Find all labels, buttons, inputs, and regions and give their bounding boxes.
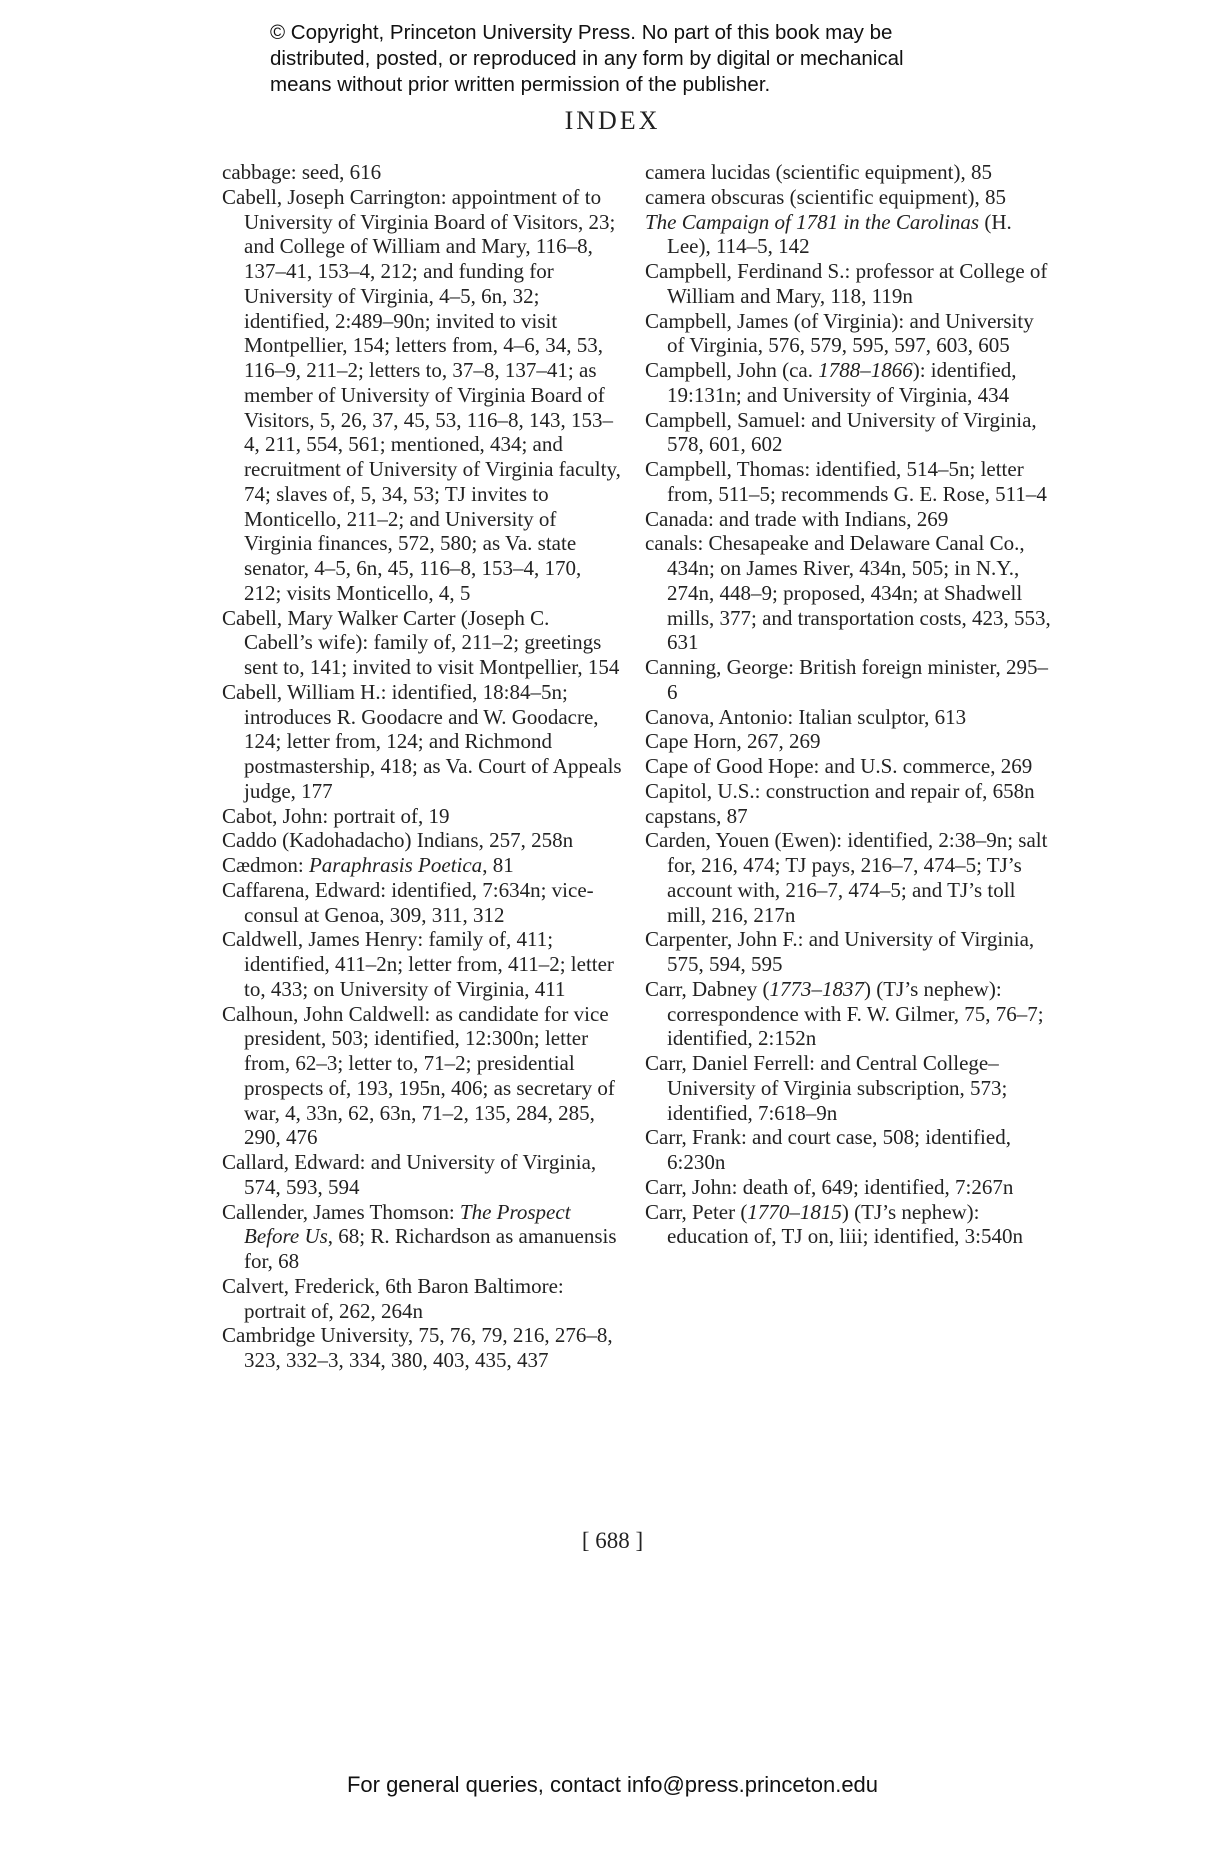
index-entry [222, 878, 622, 928]
entry-text: Calhoun, John Caldwell: as candidate for vice president, 503; identified, 12:300n; letter from, 62–3; letter to, 71–2; presidential prospects of, 193, 195n, 406; as secretary of war, 4, 33n, 62, 63n, 71–2, 135, 284, 285, 290, 476 [222, 1001, 615, 1150]
copyright-line: means without prior written permission of the publisher. [270, 73, 771, 96]
entry-text: Cape Horn, 267, 269 [645, 729, 821, 754]
index-entry [645, 1175, 1055, 1200]
entry-text: Cabell, William H.: identified, 18:84–5n; introduces R. Goodacre and W. Goodacre, 124; letter from, 124; and Richmond postmastership, 418; as Va. Court of Appeals judge, 177 [222, 679, 622, 803]
entry-text: Callender, James Thomson: [222, 1199, 460, 1224]
entry-text: Cabell, Joseph Carrington: appointment of to University of Virginia Board of Visitors, 23; and College of William and Mary, 116–8, 137–41, 153–4, 212; and funding for University of Virginia, 4–5, 6n, 32; identified, 2:489–90n; invited to visit Montpellier, 154; letters from, 4–6, 34, 53, 116–9, 211–2; letters to, 37–8, 137–41; as member of University of Virginia Board of Visitors, 5, 26, 37, 45, 53, 116–8, 143, 153–4, 211, 554, 561; mentioned, 434; and recruitment of University of Virginia faculty, 74; slaves of, 5, 34, 53; TJ invites to Monticello, 211–2; and University of Virginia finances, 572, 580; as Va. state senator, 4–5, 6n, 45, 116–8, 153–4, 170, 212; visits Monticello, 4, 5 [222, 184, 621, 605]
index-entry [222, 160, 622, 185]
entry-text: Carpenter, John F.: and University of Virginia, 575, 594, 595 [645, 927, 1035, 976]
page-number: [ 688 ] [581, 1528, 644, 1553]
entry-text: , 81 [482, 853, 514, 877]
index-entry [645, 358, 1055, 408]
index-entry [222, 927, 622, 1001]
entry-text: cabbage: seed, 616 [222, 160, 382, 184]
entry-text: Carden, Youen (Ewen): identified, 2:38–9n; salt for, 216, 474; TJ pays, 216–7, 474–5; TJ’s account with, 216–7, 474–5; and TJ’s toll mill, 216, 217n [645, 828, 1048, 927]
index-entry [222, 853, 622, 878]
entry-text: , 68; R. Richardson as amanuensis for, 68 [244, 1224, 617, 1273]
entry-text: Carr, Daniel Ferrell: and Central College–University of Virginia subscription, 573; identified, 7:618–9n [645, 1051, 1008, 1125]
index-entry [645, 779, 1055, 804]
index-entry [645, 705, 1055, 730]
entry-text: Callard, Edward: and University of Virginia, 574, 593, 594 [222, 1150, 597, 1199]
index-entry [645, 309, 1055, 359]
entry-text: camera obscuras (scientific equipment), 85 [645, 184, 1006, 209]
entry-title-italic: The Prospect Before Us [244, 1199, 571, 1249]
footer-contact: For general queries, contact info@press.princeton.edu [346, 1772, 879, 1797]
entry-text: Canning, George: British foreign minister, 295–6 [645, 655, 1048, 704]
entry-title-italic: The Campaign of 1781 in the Carolinas [645, 209, 980, 234]
entry-text: ): identified, 19:131n; and University of Virginia, 434 [667, 358, 1017, 407]
index-entry [645, 1200, 1055, 1250]
entry-text: ) (TJ’s nephew): correspondence with F. W. Gilmer, 75, 76–7; identified, 2:152n [667, 976, 1044, 1051]
entry-text: Campbell, Ferdinand S.: professor at College of William and Mary, 118, 119n [645, 259, 1048, 308]
entry-text: Caddo (Kadohadacho) Indians, 257, 258n [222, 828, 574, 853]
index-entry [645, 804, 1055, 829]
index-column-left [222, 160, 622, 1373]
entry-text: Canada: and trade with Indians, 269 [645, 506, 949, 531]
entry-text: Campbell, James (of Virginia): and University of Virginia, 576, 579, 595, 597, 603, 605 [645, 308, 1034, 358]
index-entry [222, 828, 622, 853]
entry-text: Campbell, Thomas: identified, 514–5n; letter from, 511–5; recommends G. E. Rose, 511–4 [645, 457, 1047, 506]
entry-text: Campbell, John (ca. [645, 358, 819, 382]
copyright-line: distributed, posted, or reproduced in any form by digital or mechanical [270, 47, 904, 70]
index-entry [645, 927, 1055, 977]
copyright-line: © Copyright, Princeton University Press. No part of this book may be [270, 21, 893, 44]
index-entry [222, 680, 622, 804]
index-entry [645, 408, 1055, 458]
index-entry [645, 210, 1055, 260]
index-entry [222, 1323, 622, 1373]
index-entry [222, 606, 622, 680]
copyright-notice [270, 20, 970, 98]
index-entry [645, 977, 1055, 1051]
page-title: INDEX [564, 106, 661, 135]
entry-text: ) (TJ’s nephew): education of, TJ on, liii; identified, 3:540n [667, 1199, 1023, 1249]
index-entry [645, 729, 1055, 754]
entry-text: Canova, Antonio: Italian sculptor, 613 [645, 704, 967, 729]
index-entry [645, 754, 1055, 779]
entry-text: camera lucidas (scientific equipment), 85 [645, 160, 992, 184]
index-entry [645, 507, 1055, 532]
index-entry [222, 1274, 622, 1324]
index-entry [222, 185, 622, 606]
entry-title-italic: Paraphrasis Poetica [308, 853, 483, 877]
index-entry [645, 185, 1055, 210]
entry-text: Cabot, John: portrait of, 19 [222, 803, 450, 828]
index-entry [645, 160, 1055, 185]
entry-title-italic: 1788–1866 [818, 358, 913, 382]
index-column-right [645, 160, 1055, 1249]
entry-text: Cabell, Mary Walker Carter (Joseph C. Cabell’s wife): family of, 211–2; greetings sent to, 141; invited to visit Montpellier, 154 [222, 605, 620, 679]
entry-text: Caldwell, James Henry: family of, 411; identified, 411–2n; letter from, 411–2; letter to, 433; on University of Virginia, 411 [222, 927, 614, 1001]
entry-title-italic: 1773–1837 [769, 976, 865, 1001]
entry-text: Cape of Good Hope: and U.S. commerce, 269 [645, 754, 1033, 778]
entry-text: Caffarena, Edward: identified, 7:634n; vice-consul at Genoa, 309, 311, 312 [222, 877, 594, 927]
entry-text: Carr, John: death of, 649; identified, 7:267n [645, 1174, 1014, 1199]
entry-text: canals: Chesapeake and Delaware Canal Co., 434n; on James River, 434n, 505; in N.Y., 274n, 448–9; proposed, 434n; at Shadwell mills, 377; and transportation costs, 423, 553, 631 [645, 531, 1051, 655]
entry-text: Carr, Peter ( [645, 1199, 748, 1224]
index-entry [222, 1002, 622, 1151]
index-entry [645, 259, 1055, 309]
index-entry [645, 1125, 1055, 1175]
index-entry [645, 457, 1055, 507]
entry-text: Campbell, Samuel: and University of Virginia, 578, 601, 602 [645, 407, 1037, 457]
index-entry [222, 804, 622, 829]
entry-title-italic: 1770–1815 [747, 1199, 842, 1224]
index-entry [645, 531, 1055, 655]
index-entry [645, 1051, 1055, 1125]
entry-text: Carr, Dabney ( [645, 976, 770, 1001]
entry-text: Calvert, Frederick, 6th Baron Baltimore: portrait of, 262, 264n [222, 1273, 564, 1323]
index-entry [222, 1150, 622, 1200]
index-entry [222, 1200, 622, 1274]
index-entry [645, 655, 1055, 705]
index-entry [645, 828, 1055, 927]
entry-text: capstans, 87 [645, 803, 748, 828]
entry-text: (H. Lee), 114–5, 142 [667, 209, 1012, 259]
entry-text: Carr, Frank: and court case, 508; identified, 6:230n [645, 1125, 1011, 1174]
entry-text: Cambridge University, 75, 76, 79, 216, 276–8, 323, 332–3, 334, 380, 403, 435, 437 [222, 1323, 613, 1372]
entry-text: Cædmon: [222, 853, 309, 877]
entry-text: Capitol, U.S.: construction and repair of, 658n [645, 778, 1035, 803]
